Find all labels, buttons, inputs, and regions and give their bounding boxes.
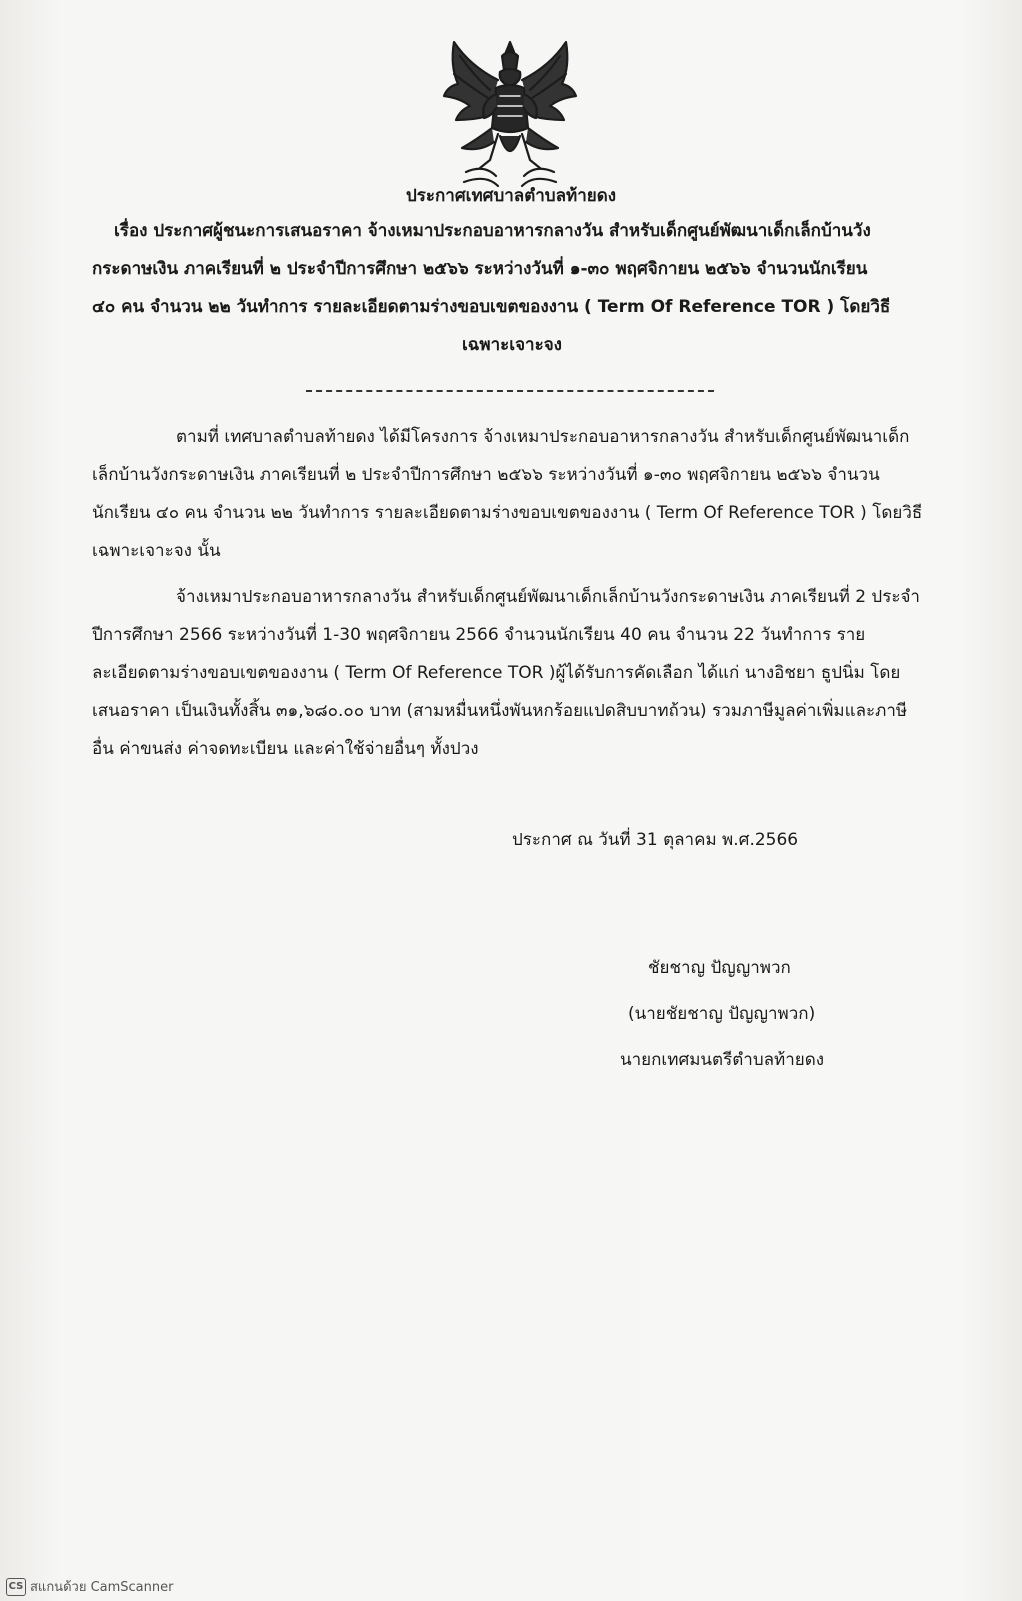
paragraph-line: ละเอียดตามร่างขอบเขตของงาน ( Term Of Reference TOR )ผู้ได้รับการคัดเลือก ได้แก่ นางอิชยา ธูปนิ่ม โดย (92, 663, 901, 683)
paragraph-line: เล็กบ้านวังกระดาษเงิน ภาคเรียนที่ ๒ ประจำปีการศึกษา ๒๕๖๖ ระหว่างวันที่ ๑-๓๐ พฤศจิกายน ๒๕๖๖ จำนวน (92, 465, 880, 485)
subject-line: เฉพาะเจาะจง (462, 335, 562, 355)
signatory-full-name: (นายชัยชาญ ปัญญาพวก) (628, 1004, 816, 1024)
announcement-subject (92, 212, 932, 364)
paragraph-line: อื่น ค่าขนส่ง ค่าจดทะเบียน และค่าใช้จ่ายอื่นๆ ทั้งปวง (92, 739, 479, 759)
announcement-heading: ประกาศเทศบาลตำบลท้ายดง (405, 186, 617, 206)
paragraph-line: นักเรียน ๔๐ คน จำนวน ๒๒ วันทำการ รายละเอียดตามร่างขอบเขตของงาน ( Term Of Reference TOR ) โดยวิธี (92, 503, 923, 523)
subject-line: ๔๐ คน จำนวน ๒๒ วันทำการ รายละเอียดตามร่างขอบเขตของงาน ( Term Of Reference TOR ) โดยวิธี (92, 297, 891, 317)
subject-line: กระดาษเงิน ภาคเรียนที่ ๒ ประจำปีการศึกษา ๒๕๖๖ ระหว่างวันที่ ๑-๓๐ พฤศจิกายน ๒๕๖๖ จำนวนนักเรียน (92, 259, 868, 279)
garuda-emblem-icon (440, 36, 580, 188)
camscanner-label: สแกนด้วย CamScanner (30, 1580, 174, 1595)
paragraph-line: ปีการศึกษา 2566 ระหว่างวันที่ 1-30 พฤศจิกายน 2566 จำนวนนักเรียน 40 คน จำนวน 22 วันทำการ ราย (92, 625, 866, 645)
paragraph-line: เฉพาะเจาะจง นั้น (92, 541, 221, 561)
paragraph-line: เสนอราคา เป็นเงินทั้งสิ้น ๓๑,๖๘๐.๐๐ บาท (สามหมื่นหนึ่งพันหกร้อยแปดสิบบาทถ้วน) รวมภาษีมูลค่าเพิ่มและภาษี (92, 701, 908, 721)
camscanner-icon: CS (6, 1578, 26, 1596)
dashed-divider (306, 390, 714, 392)
paragraph-background (92, 418, 932, 570)
paragraph-line: จ้างเหมาประกอบอาหารกลางวัน สำหรับเด็กศูนย์พัฒนาเด็กเล็กบ้านวังกระดาษเงิน ภาคเรียนที่ 2 ประจำ (176, 587, 920, 607)
paragraph-line: ตามที่ เทศบาลตำบลท้ายดง ได้มีโครงการ จ้างเหมาประกอบอาหารกลางวัน สำหรับเด็กศูนย์พัฒนาเด็ก (176, 427, 910, 447)
camscanner-footer (6, 1576, 173, 1597)
announcement-date: ประกาศ ณ วันที่ 31 ตุลาคม พ.ศ.2566 (512, 830, 799, 850)
signature-name: ชัยชาญ ปัญญาพวก (648, 958, 791, 978)
paragraph-award (92, 578, 932, 768)
subject-line: เรื่อง ประกาศผู้ชนะการเสนอราคา จ้างเหมาประกอบอาหารกลางวัน สำหรับเด็กศูนย์พัฒนาเด็กเล็กบ้านวัง (114, 221, 871, 241)
signatory-position: นายกเทศมนตรีตำบลท้ายดง (620, 1050, 825, 1070)
